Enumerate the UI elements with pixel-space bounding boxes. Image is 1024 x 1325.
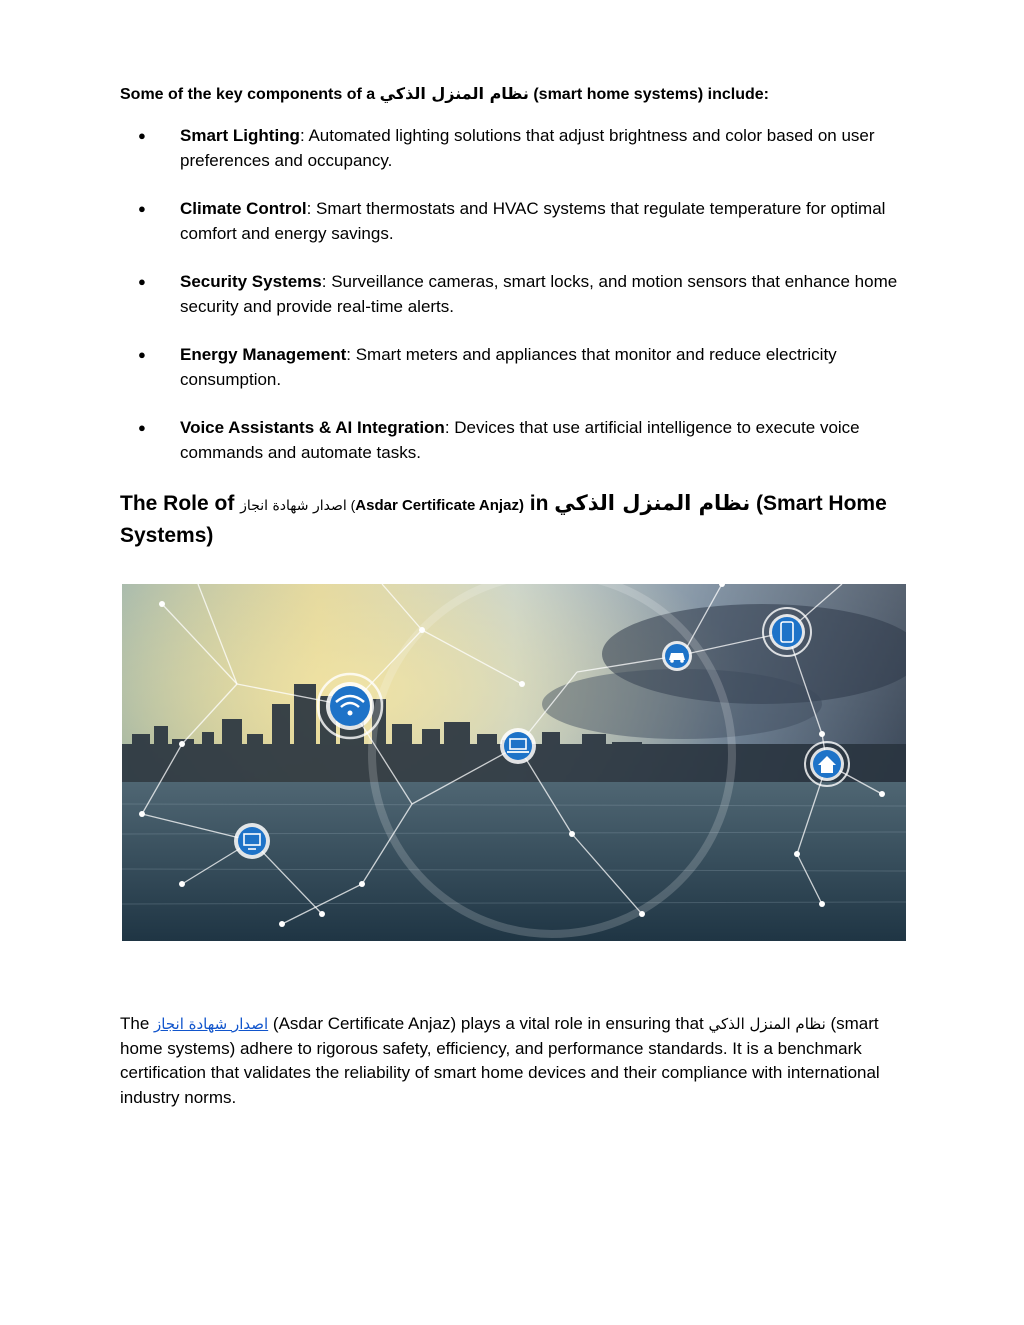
component-title: Smart Lighting: [180, 126, 300, 145]
component-text: : Devices that use artificial intelligence to execute voice commands and automate tasks.: [180, 418, 860, 462]
list-item: [120, 124, 910, 173]
list-item: [120, 197, 910, 246]
component-title: Security Systems: [180, 272, 322, 291]
home-icon: [805, 742, 849, 786]
component-text: : Smart meters and appliances that monitor and reduce electricity consumption.: [180, 345, 837, 389]
heading-arabic: اصدار شهادة انجاز: [240, 498, 347, 514]
monitor-icon: [234, 823, 270, 859]
bullet-icon: ●: [138, 201, 146, 216]
section-heading: [120, 488, 910, 551]
bullet-icon: ●: [138, 420, 146, 435]
list-item: [120, 343, 910, 392]
component-text: : Automated lighting solutions that adjust brightness and color based on user preferences and occupancy.: [180, 126, 875, 170]
component-text: : Surveillance cameras, smart locks, and motion sensors that enhance home security and provide real-time alerts.: [180, 272, 898, 316]
component-title: Energy Management: [180, 345, 347, 364]
component-text: : Smart thermostats and HVAC systems that regulate temperature for optimal comfort and energy savings.: [180, 199, 886, 243]
bullet-icon: ●: [138, 274, 146, 289]
components-list: [120, 124, 910, 489]
heading-part: (Smart Home Systems): [120, 492, 887, 547]
para-arabic: نظام المنزل الذكي: [708, 1015, 826, 1033]
heading-part: in: [523, 492, 555, 515]
intro-arabic: نظام المنزل الذكي: [379, 84, 529, 103]
intro-suffix: (smart home systems) include:: [528, 86, 769, 103]
intro-prefix: Some of the key components of a: [120, 86, 380, 103]
smartphone-icon: [763, 608, 811, 656]
certificate-link[interactable]: اصدار شهادة انجاز: [154, 1015, 269, 1033]
para-text: (Asdar Certificate Anjaz) plays a vital role in ensuring that: [268, 1014, 709, 1033]
component-title: Climate Control: [180, 199, 307, 218]
car-icon: [662, 641, 692, 671]
bullet-icon: ●: [138, 347, 146, 362]
heading-part: (: [346, 497, 356, 513]
body-paragraph: [120, 1012, 910, 1110]
laptop-icon: [500, 728, 536, 764]
bullet-icon: ●: [138, 128, 146, 143]
list-item: [120, 270, 910, 319]
list-item: [120, 416, 910, 465]
heading-part: The Role of: [120, 492, 241, 515]
component-title: Voice Assistants & AI Integration: [180, 418, 445, 437]
heading-english: Asdar Certificate Anjaz): [355, 497, 524, 514]
intro-line: [120, 83, 769, 106]
para-text: (smart home systems) adhere to rigorous safety, efficiency, and performance standards. It is a benchmark certification that validates the reliability of smart home devices and their compliance with international industry norms.: [120, 1014, 880, 1107]
smart-city-network-image: [122, 584, 906, 941]
para-text: The: [120, 1014, 155, 1033]
heading-arabic: نظام المنزل الذكي: [554, 491, 751, 515]
